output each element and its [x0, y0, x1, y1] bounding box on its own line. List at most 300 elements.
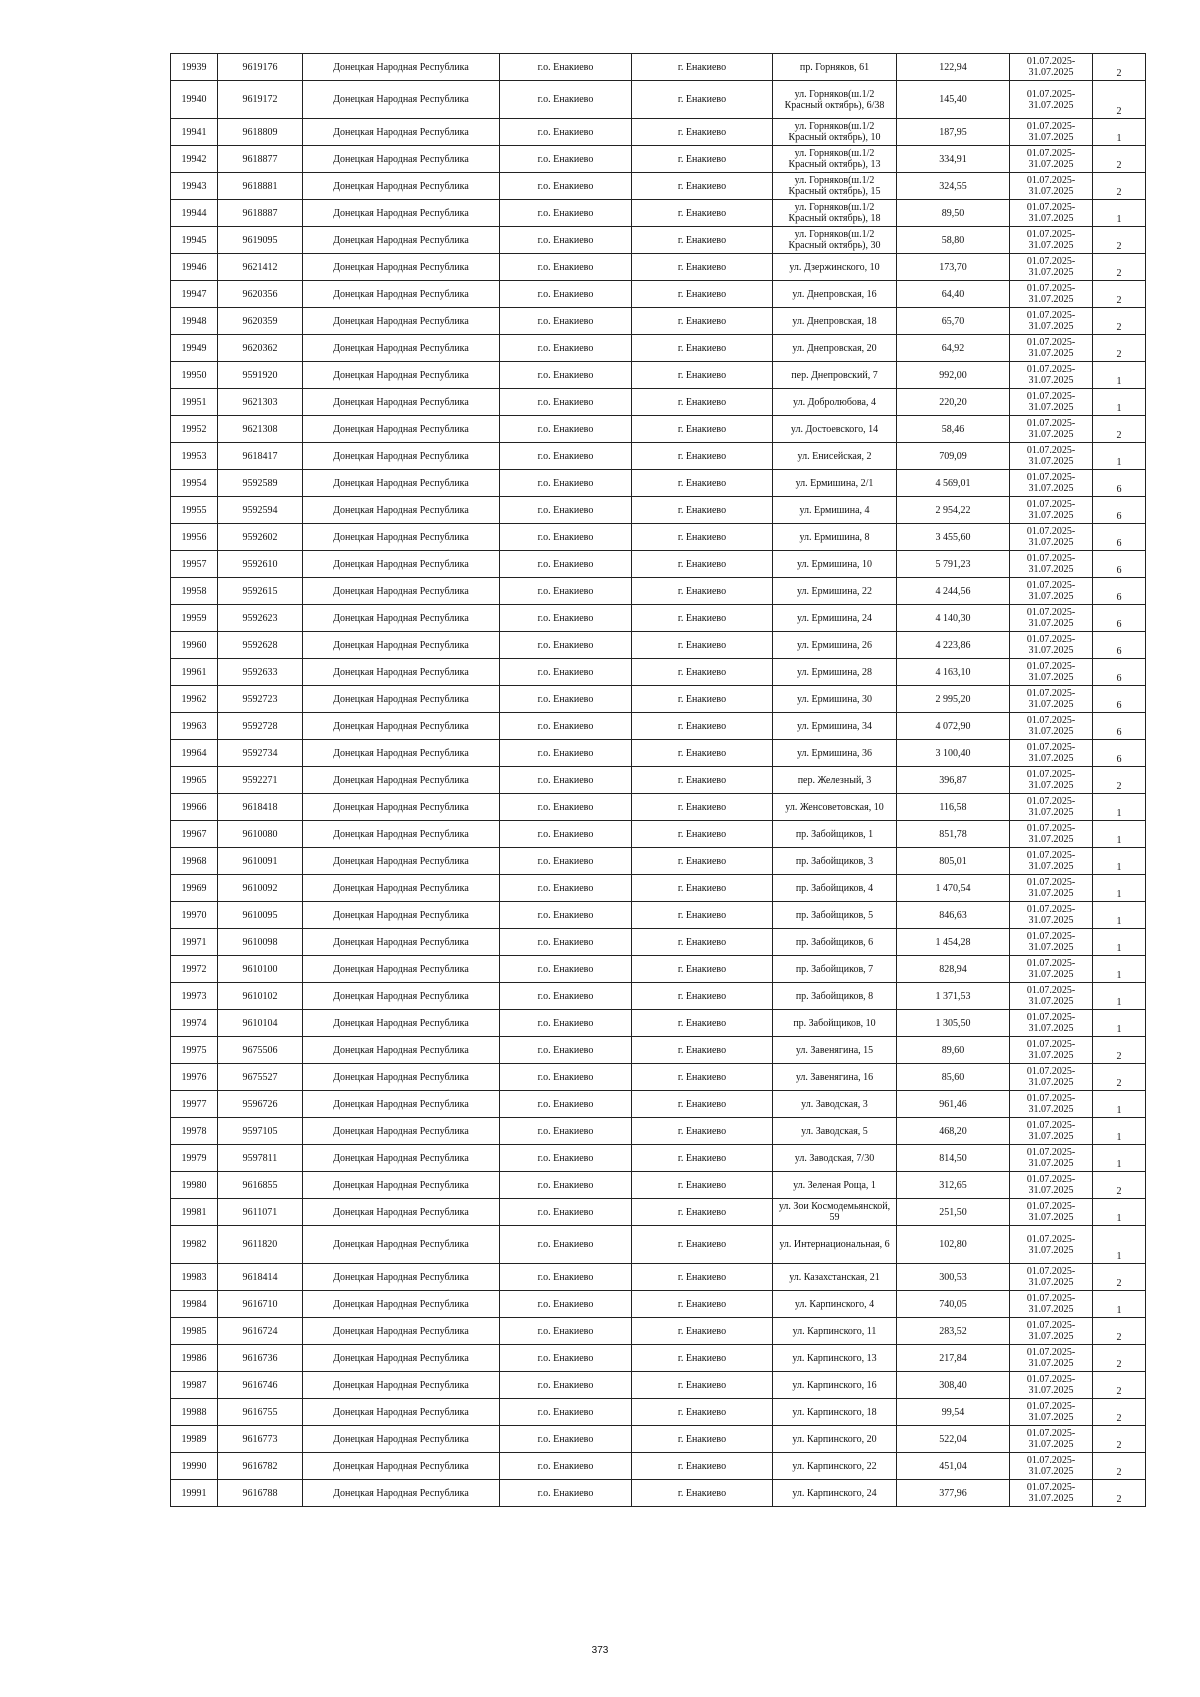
count-cell: 2	[1093, 81, 1146, 119]
district-cell: г.о. Енакиево	[500, 632, 632, 659]
region-cell: Донецкая Народная Республика	[303, 767, 500, 794]
region-cell: Донецкая Народная Республика	[303, 227, 500, 254]
row-number-cell: 19960	[171, 632, 218, 659]
period-cell: 01.07.2025-31.07.2025	[1010, 659, 1093, 686]
area-cell: 451,04	[897, 1453, 1010, 1480]
table-row	[171, 821, 1146, 848]
count-cell: 1	[1093, 443, 1146, 470]
district-cell: г.о. Енакиево	[500, 1172, 632, 1199]
row-number-cell: 19962	[171, 686, 218, 713]
city-cell: г. Енакиево	[632, 983, 773, 1010]
period-cell: 01.07.2025-31.07.2025	[1010, 497, 1093, 524]
table-row	[171, 578, 1146, 605]
city-cell: г. Енакиево	[632, 1226, 773, 1264]
period-cell: 01.07.2025-31.07.2025	[1010, 81, 1093, 119]
table-row	[171, 146, 1146, 173]
area-cell: 217,84	[897, 1345, 1010, 1372]
area-cell: 102,80	[897, 1226, 1010, 1264]
region-cell: Донецкая Народная Республика	[303, 497, 500, 524]
row-number-cell: 19984	[171, 1291, 218, 1318]
period-cell: 01.07.2025-31.07.2025	[1010, 1372, 1093, 1399]
district-cell: г.о. Енакиево	[500, 524, 632, 551]
district-cell: г.о. Енакиево	[500, 983, 632, 1010]
period-cell: 01.07.2025-31.07.2025	[1010, 524, 1093, 551]
region-cell: Донецкая Народная Республика	[303, 659, 500, 686]
count-cell: 2	[1093, 308, 1146, 335]
table-row	[171, 1453, 1146, 1480]
address-cell: пр. Забойщиков, 1	[773, 821, 897, 848]
count-cell: 1	[1093, 1199, 1146, 1226]
count-cell: 2	[1093, 227, 1146, 254]
row-number-cell: 19941	[171, 119, 218, 146]
object-code-cell: 9592728	[218, 713, 303, 740]
table-row	[171, 470, 1146, 497]
region-cell: Донецкая Народная Республика	[303, 1291, 500, 1318]
city-cell: г. Енакиево	[632, 551, 773, 578]
row-number-cell: 19948	[171, 308, 218, 335]
region-cell: Донецкая Народная Республика	[303, 146, 500, 173]
count-cell: 2	[1093, 335, 1146, 362]
count-cell: 6	[1093, 578, 1146, 605]
city-cell: г. Енакиево	[632, 686, 773, 713]
period-cell: 01.07.2025-31.07.2025	[1010, 362, 1093, 389]
district-cell: г.о. Енакиево	[500, 281, 632, 308]
district-cell: г.о. Енакиево	[500, 146, 632, 173]
object-code-cell: 9596726	[218, 1091, 303, 1118]
city-cell: г. Енакиево	[632, 1399, 773, 1426]
district-cell: г.о. Енакиево	[500, 740, 632, 767]
row-number-cell: 19955	[171, 497, 218, 524]
area-cell: 814,50	[897, 1145, 1010, 1172]
table-row	[171, 740, 1146, 767]
city-cell: г. Енакиево	[632, 578, 773, 605]
count-cell: 2	[1093, 1037, 1146, 1064]
count-cell: 1	[1093, 794, 1146, 821]
count-cell: 2	[1093, 1372, 1146, 1399]
table-row	[171, 1010, 1146, 1037]
row-number-cell: 19965	[171, 767, 218, 794]
table-row	[171, 497, 1146, 524]
count-cell: 2	[1093, 281, 1146, 308]
period-cell: 01.07.2025-31.07.2025	[1010, 1345, 1093, 1372]
row-number-cell: 19971	[171, 929, 218, 956]
row-number-cell: 19947	[171, 281, 218, 308]
row-number-cell: 19982	[171, 1226, 218, 1264]
district-cell: г.о. Енакиево	[500, 1226, 632, 1264]
city-cell: г. Енакиево	[632, 497, 773, 524]
table-row	[171, 686, 1146, 713]
region-cell: Донецкая Народная Республика	[303, 1199, 500, 1226]
address-cell: ул. Завенягина, 16	[773, 1064, 897, 1091]
address-cell: ул. Завенягина, 15	[773, 1037, 897, 1064]
address-cell: ул. Горняков(ш.1/2 Красный октябрь), 18	[773, 200, 897, 227]
object-code-cell: 9618809	[218, 119, 303, 146]
period-cell: 01.07.2025-31.07.2025	[1010, 740, 1093, 767]
address-cell: ул. Днепровская, 20	[773, 335, 897, 362]
object-code-cell: 9610080	[218, 821, 303, 848]
district-cell: г.о. Енакиево	[500, 821, 632, 848]
period-cell: 01.07.2025-31.07.2025	[1010, 1291, 1093, 1318]
district-cell: г.о. Енакиево	[500, 1318, 632, 1345]
city-cell: г. Енакиево	[632, 524, 773, 551]
region-cell: Донецкая Народная Республика	[303, 81, 500, 119]
district-cell: г.о. Енакиево	[500, 1010, 632, 1037]
district-cell: г.о. Енакиево	[500, 1199, 632, 1226]
region-cell: Донецкая Народная Республика	[303, 1064, 500, 1091]
row-number-cell: 19942	[171, 146, 218, 173]
district-cell: г.о. Енакиево	[500, 605, 632, 632]
address-cell: ул. Женсоветовская, 10	[773, 794, 897, 821]
count-cell: 2	[1093, 767, 1146, 794]
area-cell: 312,65	[897, 1172, 1010, 1199]
table-row	[171, 848, 1146, 875]
object-code-cell: 9592723	[218, 686, 303, 713]
address-cell: ул. Ермишина, 24	[773, 605, 897, 632]
object-code-cell: 9618881	[218, 173, 303, 200]
count-cell: 2	[1093, 146, 1146, 173]
address-cell: ул. Горняков(ш.1/2 Красный октябрь), 10	[773, 119, 897, 146]
city-cell: г. Енакиево	[632, 659, 773, 686]
table-row	[171, 605, 1146, 632]
period-cell: 01.07.2025-31.07.2025	[1010, 389, 1093, 416]
object-code-cell: 9616855	[218, 1172, 303, 1199]
count-cell: 1	[1093, 929, 1146, 956]
region-cell: Донецкая Народная Республика	[303, 281, 500, 308]
district-cell: г.о. Енакиево	[500, 1037, 632, 1064]
count-cell: 6	[1093, 659, 1146, 686]
area-cell: 300,53	[897, 1264, 1010, 1291]
region-cell: Донецкая Народная Республика	[303, 1372, 500, 1399]
period-cell: 01.07.2025-31.07.2025	[1010, 1010, 1093, 1037]
area-cell: 805,01	[897, 848, 1010, 875]
area-cell: 116,58	[897, 794, 1010, 821]
period-cell: 01.07.2025-31.07.2025	[1010, 416, 1093, 443]
period-cell: 01.07.2025-31.07.2025	[1010, 1399, 1093, 1426]
region-cell: Донецкая Народная Республика	[303, 416, 500, 443]
district-cell: г.о. Енакиево	[500, 443, 632, 470]
district-cell: г.о. Енакиево	[500, 1064, 632, 1091]
address-cell: пер. Днепровский, 7	[773, 362, 897, 389]
count-cell: 2	[1093, 1064, 1146, 1091]
area-cell: 4 244,56	[897, 578, 1010, 605]
table-row	[171, 119, 1146, 146]
region-cell: Донецкая Народная Республика	[303, 1264, 500, 1291]
count-cell: 6	[1093, 524, 1146, 551]
city-cell: г. Енакиево	[632, 605, 773, 632]
district-cell: г.о. Енакиево	[500, 956, 632, 983]
object-code-cell: 9592623	[218, 605, 303, 632]
area-cell: 1 470,54	[897, 875, 1010, 902]
register-table	[170, 53, 1146, 1507]
table-row	[171, 281, 1146, 308]
district-cell: г.о. Енакиево	[500, 1091, 632, 1118]
object-code-cell: 9616736	[218, 1345, 303, 1372]
count-cell: 1	[1093, 389, 1146, 416]
area-cell: 89,60	[897, 1037, 1010, 1064]
address-cell: ул. Карпинского, 24	[773, 1480, 897, 1507]
area-cell: 85,60	[897, 1064, 1010, 1091]
region-cell: Донецкая Народная Республика	[303, 740, 500, 767]
table-row	[171, 1199, 1146, 1226]
address-cell: пр. Забойщиков, 10	[773, 1010, 897, 1037]
period-cell: 01.07.2025-31.07.2025	[1010, 605, 1093, 632]
row-number-cell: 19991	[171, 1480, 218, 1507]
period-cell: 01.07.2025-31.07.2025	[1010, 983, 1093, 1010]
address-cell: ул. Ермишина, 36	[773, 740, 897, 767]
address-cell: ул. Интернациональная, 6	[773, 1226, 897, 1264]
row-number-cell: 19986	[171, 1345, 218, 1372]
table-row	[171, 443, 1146, 470]
city-cell: г. Енакиево	[632, 713, 773, 740]
period-cell: 01.07.2025-31.07.2025	[1010, 848, 1093, 875]
city-cell: г. Енакиево	[632, 740, 773, 767]
region-cell: Донецкая Народная Республика	[303, 1118, 500, 1145]
table-row	[171, 1037, 1146, 1064]
area-cell: 58,80	[897, 227, 1010, 254]
count-cell: 2	[1093, 1345, 1146, 1372]
address-cell: ул. Заводская, 7/30	[773, 1145, 897, 1172]
period-cell: 01.07.2025-31.07.2025	[1010, 578, 1093, 605]
area-cell: 709,09	[897, 443, 1010, 470]
object-code-cell: 9610092	[218, 875, 303, 902]
area-cell: 1 371,53	[897, 983, 1010, 1010]
district-cell: г.о. Енакиево	[500, 848, 632, 875]
period-cell: 01.07.2025-31.07.2025	[1010, 686, 1093, 713]
region-cell: Донецкая Народная Республика	[303, 713, 500, 740]
city-cell: г. Енакиево	[632, 81, 773, 119]
region-cell: Донецкая Народная Республика	[303, 578, 500, 605]
region-cell: Донецкая Народная Республика	[303, 389, 500, 416]
object-code-cell: 9618414	[218, 1264, 303, 1291]
area-cell: 961,46	[897, 1091, 1010, 1118]
region-cell: Донецкая Народная Республика	[303, 1480, 500, 1507]
area-cell: 4 140,30	[897, 605, 1010, 632]
row-number-cell: 19943	[171, 173, 218, 200]
table-row	[171, 1264, 1146, 1291]
region-cell: Донецкая Народная Республика	[303, 173, 500, 200]
table-row	[171, 1172, 1146, 1199]
area-cell: 396,87	[897, 767, 1010, 794]
region-cell: Донецкая Народная Республика	[303, 1037, 500, 1064]
period-cell: 01.07.2025-31.07.2025	[1010, 1226, 1093, 1264]
city-cell: г. Енакиево	[632, 146, 773, 173]
object-code-cell: 9675527	[218, 1064, 303, 1091]
region-cell: Донецкая Народная Республика	[303, 443, 500, 470]
area-cell: 828,94	[897, 956, 1010, 983]
row-number-cell: 19989	[171, 1426, 218, 1453]
row-number-cell: 19940	[171, 81, 218, 119]
object-code-cell: 9616724	[218, 1318, 303, 1345]
count-cell: 1	[1093, 1010, 1146, 1037]
address-cell: ул. Ермишина, 30	[773, 686, 897, 713]
object-code-cell: 9610095	[218, 902, 303, 929]
count-cell: 1	[1093, 1091, 1146, 1118]
region-cell: Донецкая Народная Республика	[303, 1345, 500, 1372]
object-code-cell: 9618418	[218, 794, 303, 821]
object-code-cell: 9619095	[218, 227, 303, 254]
count-cell: 2	[1093, 416, 1146, 443]
area-cell: 251,50	[897, 1199, 1010, 1226]
district-cell: г.о. Енакиево	[500, 254, 632, 281]
object-code-cell: 9610104	[218, 1010, 303, 1037]
period-cell: 01.07.2025-31.07.2025	[1010, 956, 1093, 983]
object-code-cell: 9621308	[218, 416, 303, 443]
address-cell: ул. Днепровская, 18	[773, 308, 897, 335]
area-cell: 740,05	[897, 1291, 1010, 1318]
period-cell: 01.07.2025-31.07.2025	[1010, 551, 1093, 578]
count-cell: 1	[1093, 200, 1146, 227]
object-code-cell: 9616773	[218, 1426, 303, 1453]
count-cell: 2	[1093, 1480, 1146, 1507]
region-cell: Донецкая Народная Республика	[303, 605, 500, 632]
period-cell: 01.07.2025-31.07.2025	[1010, 902, 1093, 929]
row-number-cell: 19951	[171, 389, 218, 416]
area-cell: 1 454,28	[897, 929, 1010, 956]
address-cell: ул. Добролюбова, 4	[773, 389, 897, 416]
row-number-cell: 19980	[171, 1172, 218, 1199]
count-cell: 6	[1093, 632, 1146, 659]
object-code-cell: 9616755	[218, 1399, 303, 1426]
count-cell: 6	[1093, 470, 1146, 497]
period-cell: 01.07.2025-31.07.2025	[1010, 335, 1093, 362]
address-cell: ул. Ермишина, 4	[773, 497, 897, 524]
district-cell: г.о. Енакиево	[500, 1480, 632, 1507]
row-number-cell: 19985	[171, 1318, 218, 1345]
region-cell: Донецкая Народная Республика	[303, 362, 500, 389]
region-cell: Донецкая Народная Республика	[303, 1172, 500, 1199]
city-cell: г. Енакиево	[632, 1091, 773, 1118]
object-code-cell: 9618877	[218, 146, 303, 173]
region-cell: Донецкая Народная Республика	[303, 794, 500, 821]
city-cell: г. Енакиево	[632, 1145, 773, 1172]
period-cell: 01.07.2025-31.07.2025	[1010, 308, 1093, 335]
period-cell: 01.07.2025-31.07.2025	[1010, 200, 1093, 227]
row-number-cell: 19983	[171, 1264, 218, 1291]
row-number-cell: 19946	[171, 254, 218, 281]
period-cell: 01.07.2025-31.07.2025	[1010, 1091, 1093, 1118]
region-cell: Донецкая Народная Республика	[303, 200, 500, 227]
region-cell: Донецкая Народная Республика	[303, 524, 500, 551]
region-cell: Донецкая Народная Республика	[303, 821, 500, 848]
area-cell: 4 163,10	[897, 659, 1010, 686]
area-cell: 4 072,90	[897, 713, 1010, 740]
table-row	[171, 875, 1146, 902]
period-cell: 01.07.2025-31.07.2025	[1010, 1172, 1093, 1199]
row-number-cell: 19979	[171, 1145, 218, 1172]
row-number-cell: 19939	[171, 54, 218, 81]
table-row	[171, 81, 1146, 119]
object-code-cell: 9610091	[218, 848, 303, 875]
district-cell: г.о. Енакиево	[500, 362, 632, 389]
table-row	[171, 54, 1146, 81]
period-cell: 01.07.2025-31.07.2025	[1010, 1453, 1093, 1480]
city-cell: г. Енакиево	[632, 362, 773, 389]
table-row	[171, 1291, 1146, 1318]
address-cell: ул. Зеленая Роща, 1	[773, 1172, 897, 1199]
period-cell: 01.07.2025-31.07.2025	[1010, 1480, 1093, 1507]
row-number-cell: 19957	[171, 551, 218, 578]
table-row	[171, 929, 1146, 956]
region-cell: Донецкая Народная Республика	[303, 632, 500, 659]
city-cell: г. Енакиево	[632, 173, 773, 200]
count-cell: 1	[1093, 956, 1146, 983]
area-cell: 468,20	[897, 1118, 1010, 1145]
area-cell: 173,70	[897, 254, 1010, 281]
address-cell: ул. Ермишина, 28	[773, 659, 897, 686]
region-cell: Донецкая Народная Республика	[303, 956, 500, 983]
address-cell: ул. Ермишина, 22	[773, 578, 897, 605]
region-cell: Донецкая Народная Республика	[303, 470, 500, 497]
area-cell: 4 569,01	[897, 470, 1010, 497]
row-number-cell: 19944	[171, 200, 218, 227]
row-number-cell: 19954	[171, 470, 218, 497]
region-cell: Донецкая Народная Республика	[303, 1453, 500, 1480]
object-code-cell: 9597811	[218, 1145, 303, 1172]
table-row	[171, 551, 1146, 578]
city-cell: г. Енакиево	[632, 1345, 773, 1372]
region-cell: Донецкая Народная Республика	[303, 1010, 500, 1037]
district-cell: г.о. Енакиево	[500, 713, 632, 740]
table-row	[171, 983, 1146, 1010]
address-cell: пр. Забойщиков, 5	[773, 902, 897, 929]
address-cell: ул. Заводская, 3	[773, 1091, 897, 1118]
object-code-cell: 9610100	[218, 956, 303, 983]
period-cell: 01.07.2025-31.07.2025	[1010, 1064, 1093, 1091]
district-cell: г.о. Енакиево	[500, 470, 632, 497]
period-cell: 01.07.2025-31.07.2025	[1010, 794, 1093, 821]
area-cell: 4 223,86	[897, 632, 1010, 659]
period-cell: 01.07.2025-31.07.2025	[1010, 1118, 1093, 1145]
row-number-cell: 19945	[171, 227, 218, 254]
area-cell: 334,91	[897, 146, 1010, 173]
city-cell: г. Енакиево	[632, 227, 773, 254]
page-number: 373	[591, 1645, 609, 1656]
city-cell: г. Енакиево	[632, 848, 773, 875]
area-cell: 64,40	[897, 281, 1010, 308]
area-cell: 2 995,20	[897, 686, 1010, 713]
row-number-cell: 19976	[171, 1064, 218, 1091]
address-cell: ул. Заводская, 5	[773, 1118, 897, 1145]
table-row	[171, 1145, 1146, 1172]
address-cell: ул. Ермишина, 26	[773, 632, 897, 659]
city-cell: г. Енакиево	[632, 470, 773, 497]
object-code-cell: 9610102	[218, 983, 303, 1010]
district-cell: г.о. Енакиево	[500, 794, 632, 821]
area-cell: 2 954,22	[897, 497, 1010, 524]
district-cell: г.о. Енакиево	[500, 173, 632, 200]
city-cell: г. Енакиево	[632, 902, 773, 929]
table-row	[171, 1064, 1146, 1091]
table-row	[171, 902, 1146, 929]
district-cell: г.о. Енакиево	[500, 1399, 632, 1426]
object-code-cell: 9621303	[218, 389, 303, 416]
address-cell: ул. Ермишина, 10	[773, 551, 897, 578]
address-cell: ул. Горняков(ш.1/2 Красный октябрь), 30	[773, 227, 897, 254]
city-cell: г. Енакиево	[632, 632, 773, 659]
address-cell: ул. Горняков(ш.1/2 Красный октябрь), 13	[773, 146, 897, 173]
city-cell: г. Енакиево	[632, 281, 773, 308]
address-cell: ул. Горняков(ш.1/2 Красный октябрь), 6/38	[773, 81, 897, 119]
object-code-cell: 9616788	[218, 1480, 303, 1507]
district-cell: г.о. Енакиево	[500, 389, 632, 416]
area-cell: 522,04	[897, 1426, 1010, 1453]
table-row	[171, 416, 1146, 443]
period-cell: 01.07.2025-31.07.2025	[1010, 281, 1093, 308]
object-code-cell: 9620359	[218, 308, 303, 335]
table-row	[171, 1399, 1146, 1426]
period-cell: 01.07.2025-31.07.2025	[1010, 470, 1093, 497]
area-cell: 324,55	[897, 173, 1010, 200]
